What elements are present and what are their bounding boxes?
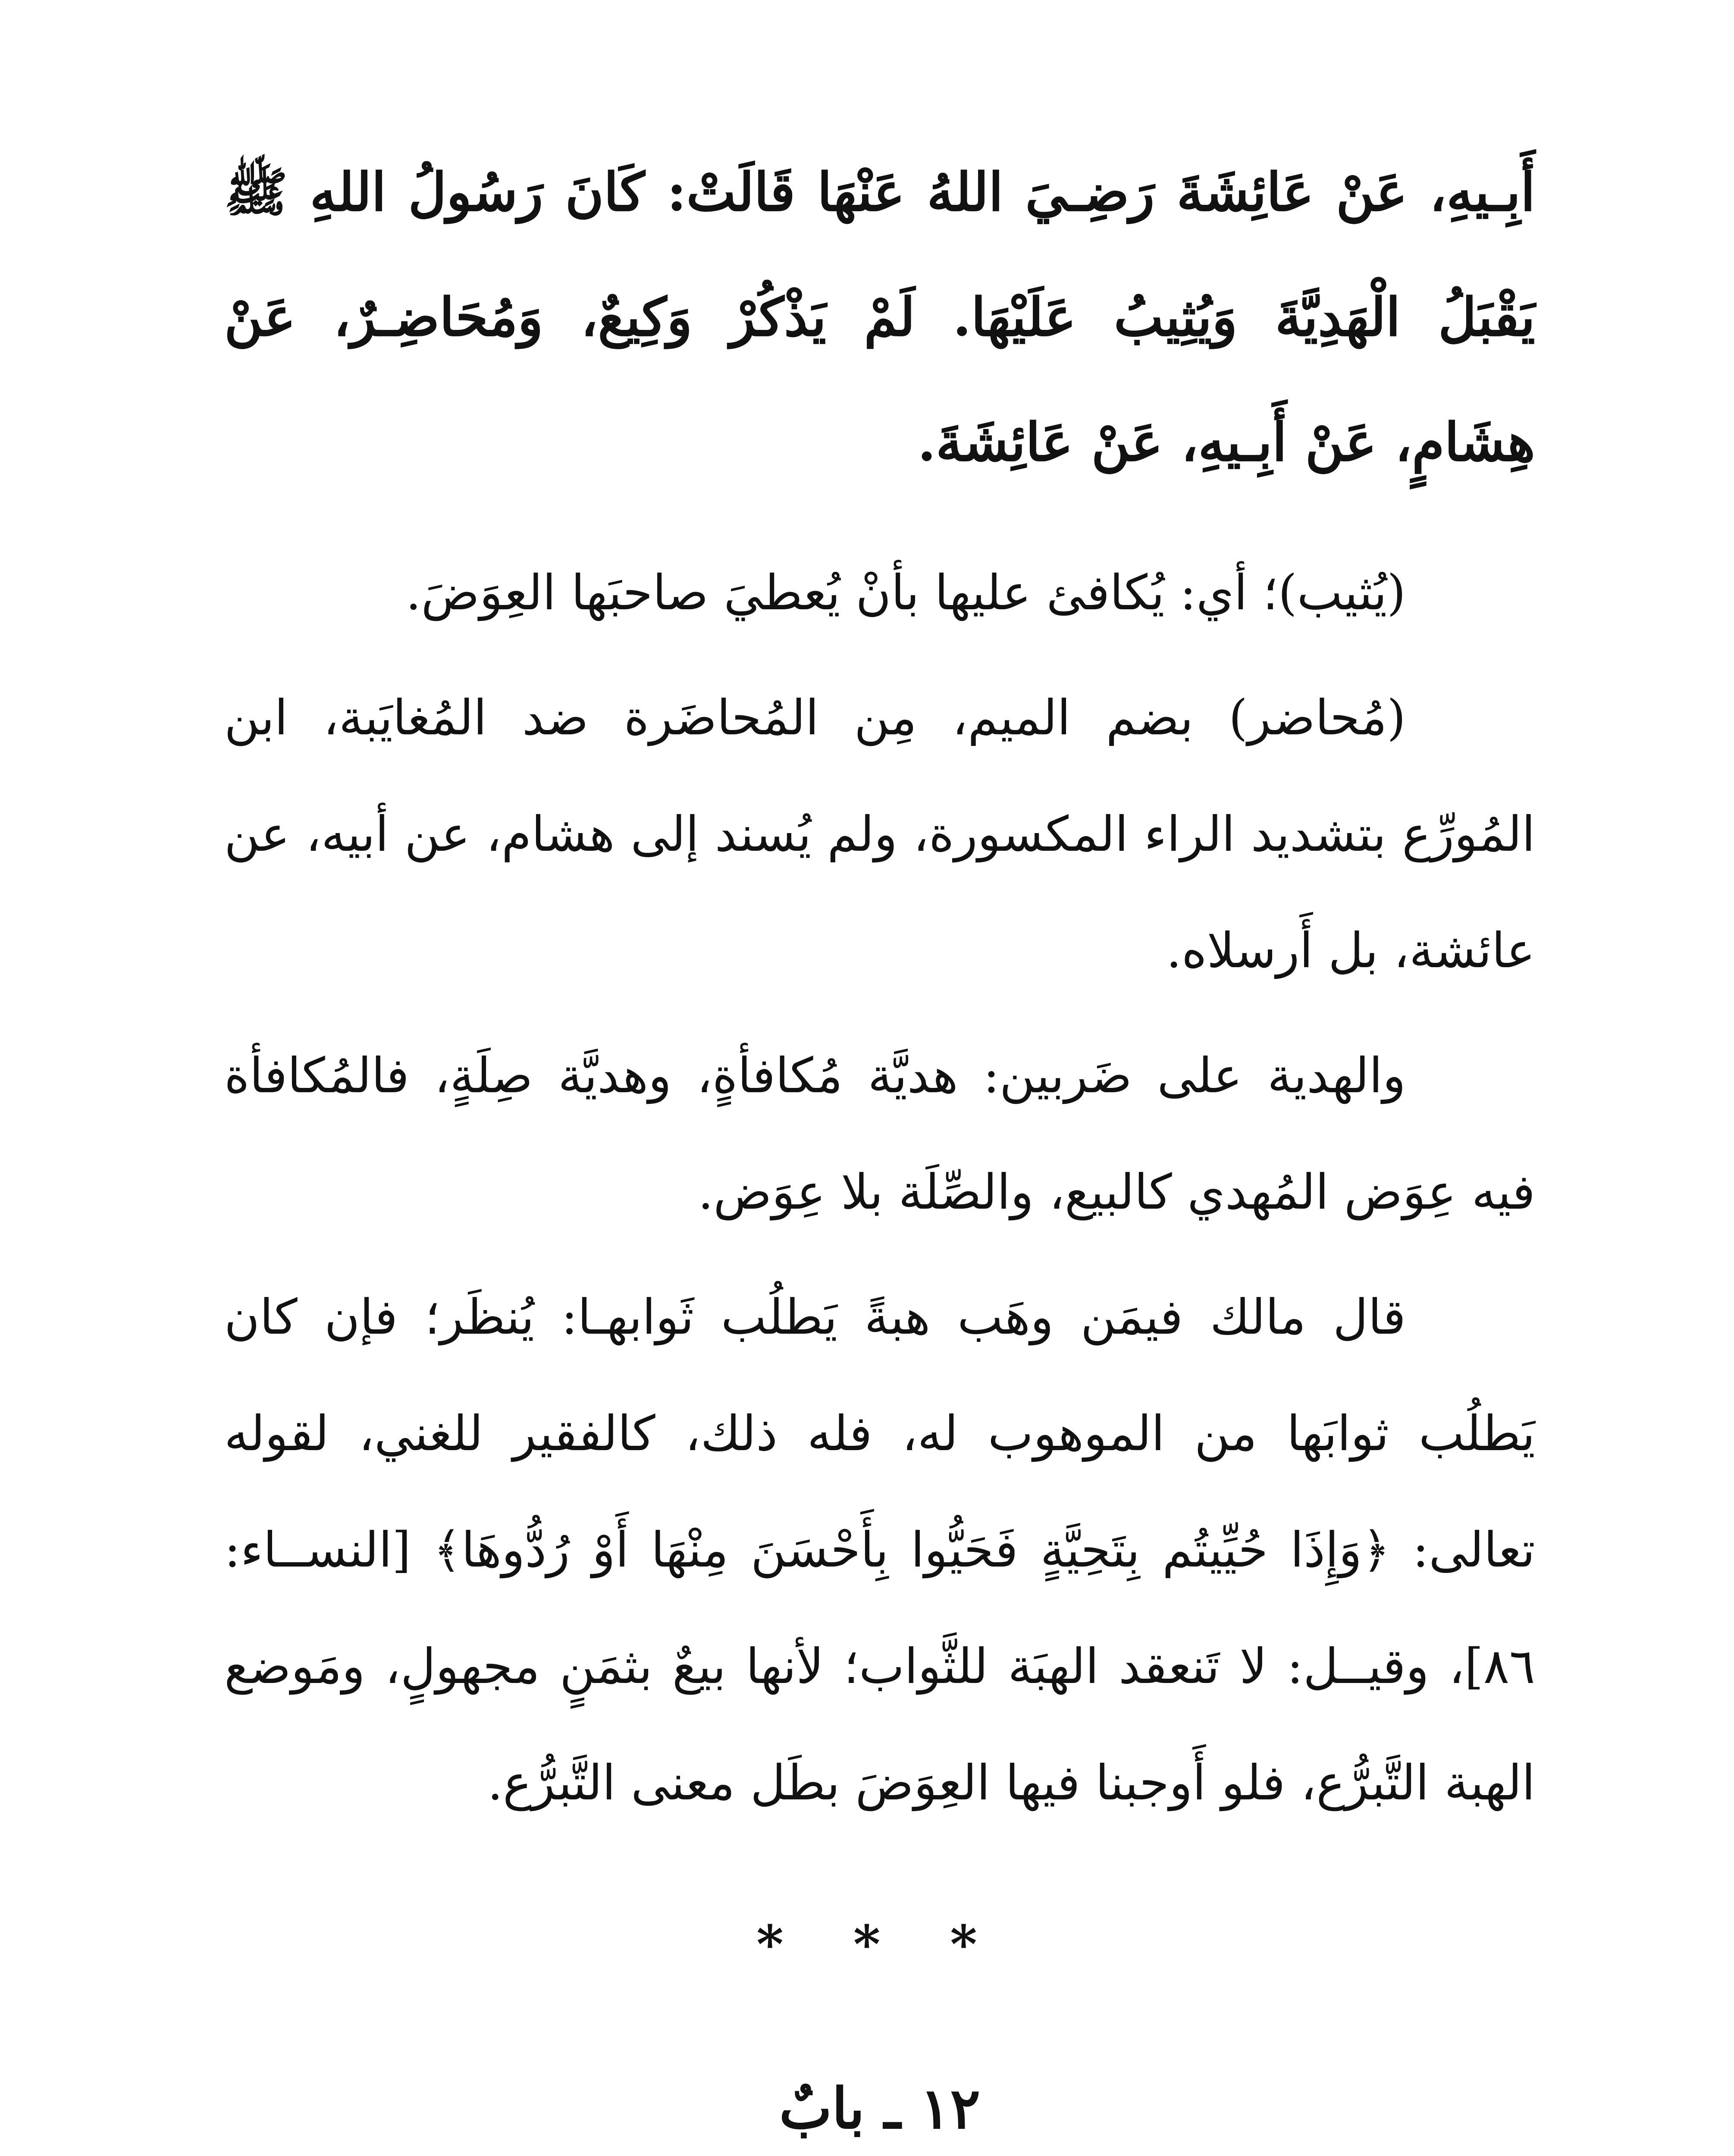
hadith-text-top: أَبِـيهِ، عَنْ عَائِشَةَ رَضِـيَ اللهُ عَنْهَا قَالَتْ: كَانَ رَسُولُ اللهِ ﷺ يَقْبَلُ الْهَدِيَّةَ وَيُثِيبُ عَلَيْهَا. لَمْ يَذْكُرْ وَكِيعٌ، وَمُحَاضِـرٌ، عَنْ هِشَامٍ، عَنْ أَبِـيهِ، عَنْ عَائِشَةَ.: [224, 161, 1535, 473]
commentary-paragraph-2: (مُحاضر) بضم الميم، مِن المُحاضَرة ضد المُغايَبة، ابن المُورِّع بتشديد الراء المكسورة، ولم يُسند إلى هشام، عن أبيه، عن عائشة، بل أَرسلاه.: [224, 690, 1535, 979]
commentary-paragraph-4: قال مالك فيمَن وهَب هبةً يَطلُب ثَوابهـا: يُنظَر؛ فإن كان يَطلُب ثوابَها من الموهوب له، فله ذلك، كالفقير للغني، لقوله تعالى: ﴿وَإِذَا حُيِّيتُم بِتَحِيَّةٍ فَحَيُّوا بِأَحْسَنَ مِنْهَا أَوْ رُدُّوهَا﴾ [النســاء: ٨٦]، وقيــل: لا تَنعقد الهبَة للثَّواب؛ لأنها بيعٌ بثمَنٍ مجهولٍ، ومَوضع الهبة التَّبرُّع، فلو أَوجبنا فيها العِوَضَ بطَل معنى التَّبرُّع.: [224, 1289, 1535, 1811]
book-page: [224, 129, 1535, 2156]
chapter-number: ١٢ ـ بابٌ: [779, 2075, 981, 2141]
section-separator: * * *: [756, 1914, 1003, 1975]
commentary-paragraph-3: والهدية على ضَربين: هديَّة مُكافأةٍ، وهديَّة صِلَةٍ، فالمُكافأة فيه عِوَض المُهدي كالبيع، والصِّلَة بلا عِوَض.: [224, 1048, 1535, 1220]
commentary-paragraph-1: (يُثيب)؛ أي: يُكافئ عليها بأنْ يُعطيَ صاحبَها العِوَضَ.: [405, 565, 1406, 621]
